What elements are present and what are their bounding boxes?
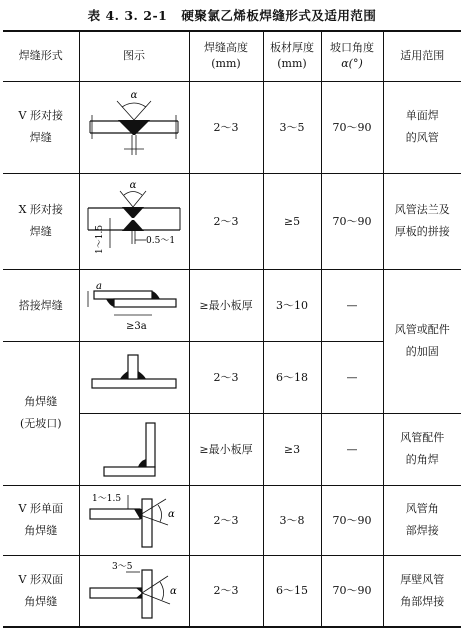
thickness-cell: 6～15 (263, 555, 321, 627)
weld-form-cell: 搭接焊缝 (3, 269, 79, 341)
lap-weld-diagram (84, 275, 184, 335)
weld-form-table (3, 30, 461, 628)
weld-height-cell: 2～3 (189, 555, 263, 627)
weld-form-cell: V 形对接 焊缝 (3, 81, 79, 173)
weld-height-cell: 2～3 (189, 173, 263, 269)
table-title (0, 6, 464, 24)
figure-x-butt (79, 173, 189, 269)
header-thickness-label: 板材厚度 (270, 41, 314, 55)
scope-cell: 风管配件 的角焊 (383, 413, 461, 485)
weld-height-cell: ≥最小板厚 (189, 269, 263, 341)
x-butt-weld-diagram (82, 178, 186, 264)
thickness-cell: ≥5 (263, 173, 321, 269)
alpha-label: α (130, 90, 138, 101)
angle-cell: — (321, 341, 383, 413)
thickness-cell: 3～5 (263, 81, 321, 173)
scope-cell: 单面焊 的风管 (383, 81, 461, 173)
table-number: 表 4. 3. 2-1 (87, 8, 168, 23)
header-thickness (263, 31, 321, 81)
alpha-label: α (168, 509, 175, 520)
header-angle (321, 31, 383, 81)
a-label: a (96, 281, 102, 292)
header-height-unit: (mm) (211, 57, 241, 71)
angle-cell: — (321, 413, 383, 485)
alpha-label: α (170, 585, 177, 597)
thickness-cell: ≥3 (263, 413, 321, 485)
weld-form-cell: X 形对接 焊缝 (3, 173, 79, 269)
header-angle-label: 坡口角度 (330, 41, 374, 55)
figure-v-butt (79, 81, 189, 173)
scope-cell: 风管角 部焊接 (383, 485, 461, 555)
alpha-label: α (129, 180, 137, 191)
header-scope: 适用范围 (383, 31, 461, 81)
header-row (3, 31, 461, 81)
thickness-cell: 6～18 (263, 341, 321, 413)
table-row (3, 81, 461, 173)
thickness-cell: 3～10 (263, 269, 321, 341)
fillet-corner-weld-diagram (84, 419, 184, 479)
overlap-label: ≥3a (126, 321, 147, 332)
table-caption: 硬聚氯乙烯板焊缝形式及适用范围 (181, 8, 377, 23)
gap-label: 1～1.5 (92, 494, 122, 504)
gap-label: 1～1.5 (95, 224, 105, 254)
weld-form-cell: V 形双面 角焊缝 (3, 555, 79, 627)
gap-label: 3～5 (112, 561, 133, 572)
figure-fillet-corner (79, 413, 189, 485)
angle-cell: 70～90 (321, 173, 383, 269)
header-angle-unit: α(°) (341, 57, 363, 71)
table-row (3, 173, 461, 269)
table-row (3, 555, 461, 627)
weld-height-cell: 2～3 (189, 81, 263, 173)
header-thickness-unit: (mm) (277, 57, 307, 71)
table-row (3, 269, 461, 341)
angle-cell: 70～90 (321, 81, 383, 173)
v-single-fillet-diagram (82, 489, 186, 551)
angle-cell: 70～90 (321, 485, 383, 555)
weld-form-cell: 角焊缝 (无坡口) (3, 341, 79, 485)
root-label: 0.5～1 (146, 236, 176, 246)
v-double-fillet-diagram (82, 560, 186, 622)
weld-form-cell: V 形单面 角焊缝 (3, 485, 79, 555)
header-height-label: 焊缝高度 (204, 41, 248, 55)
weld-height-cell: 2～3 (189, 341, 263, 413)
header-figure: 图示 (79, 31, 189, 81)
figure-fillet-t (79, 341, 189, 413)
table-row (3, 485, 461, 555)
figure-lap (79, 269, 189, 341)
figure-v-double-fillet (79, 555, 189, 627)
thickness-cell: 3～8 (263, 485, 321, 555)
header-height (189, 31, 263, 81)
angle-cell: 70～90 (321, 555, 383, 627)
scope-cell: 风管法兰及 厚板的拼接 (383, 173, 461, 269)
angle-cell: — (321, 269, 383, 341)
scope-cell: 厚壁风管 角部焊接 (383, 555, 461, 627)
v-butt-weld-diagram (84, 87, 184, 167)
scope-cell: 风管或配件 的加固 (383, 269, 461, 413)
figure-v-single-fillet (79, 485, 189, 555)
header-form: 焊缝形式 (3, 31, 79, 81)
weld-height-cell: 2～3 (189, 485, 263, 555)
weld-height-cell: ≥最小板厚 (189, 413, 263, 485)
fillet-t-weld-diagram (84, 347, 184, 407)
